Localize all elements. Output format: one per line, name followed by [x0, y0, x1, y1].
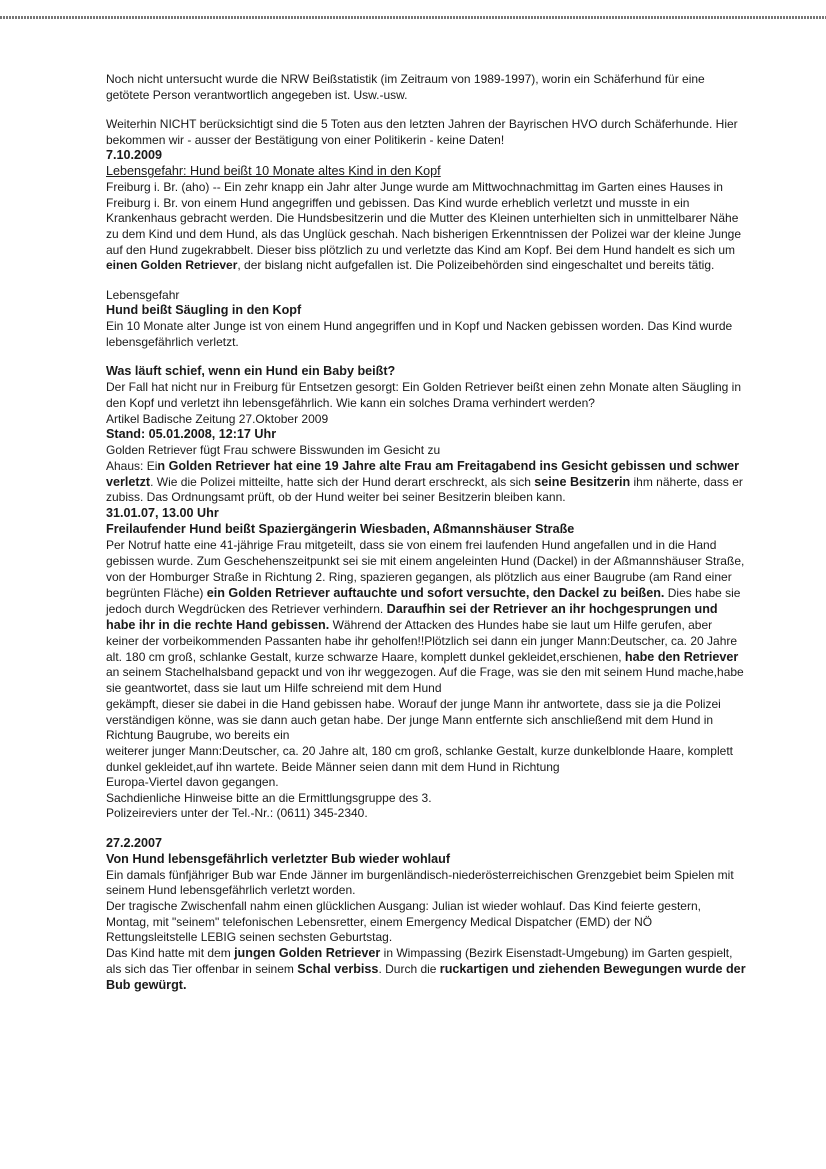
article-1-date: 7.10.2009: [106, 148, 163, 163]
article-5-text-4: an seinem Stachelhalsband gepackt und von ihr weggezogen. Auf die Frage, was sie den mit seinem Hund mache,habe sie geantwortet, dass sie laut um Hilfe schreiend mit dem Hund: [106, 665, 744, 696]
article-6-p3-bold-3: ruckartigen und ziehenden Bewegungen wurde der Bub gewürgt.: [106, 961, 746, 992]
article-6-p3-text-2: in Wimpassing (Bezirk Eisenstadt-Umgebung) im Garten gespielt, als sich das Tier offenbar in seinem: [106, 945, 733, 976]
article-3-source: Artikel Badische Zeitung 27.Oktober 2009: [106, 411, 329, 426]
article-5-bold-2: Daraufhin sei der Retriever an ihr hochgesprungen und habe ihr in die rechte Hand gebissen.: [106, 601, 718, 632]
article-4-lead: Ahaus: Ei: [106, 458, 158, 473]
article-5-bold-3: habe den Retriever: [624, 649, 739, 664]
article-4-subtitle: Golden Retriever fügt Frau schwere Bisswunden im Gesicht zu: [106, 443, 441, 458]
article-6-p3-text-3: . Durch die: [378, 961, 440, 976]
article-4-body-text: . Wie die Polizei mitteilte, hatte sich der Hund derart erschreckt, als sich: [150, 474, 535, 489]
article-5-body: [106, 538, 746, 697]
article-5-headline: Freilaufender Hund beißt Spaziergängerin Wiesbaden, Aßmannshäuser Straße: [106, 522, 575, 537]
article-6-paragraph-1: Ein damals fünfjähriger Bub war Ende Jänner im burgenländisch-niederösterreichischen Grenzgebiet beim Spielen mit seinem Hund lebensgefährlich verletzt worden.: [106, 867, 734, 898]
article-1-body: [106, 180, 746, 274]
article-1-body-bold: einen Golden Retriever: [106, 258, 238, 273]
intro-paragraph-1: Noch nicht untersucht wurde die NRW Beißstatistik (im Zeitraum von 1989-1997), worin ein Schäferhund für eine getötete Person verantwortlich angegeben ist. Usw.-usw.: [106, 72, 705, 102]
article-1-body-text: Freiburg i. Br. (aho) -- Ein zehr knapp ein Jahr alter Junge wurde am Mittwochnachmittag im Garten eines Hauses in Freiburg i. Br. von einem Hund angegriffen und gebissen. Das Kind wurde erheblich verletzt und musste in ein Krankenhaus gebracht werden. Die Hundsbesitzerin und die Mutter des Kleinen unterhielten sich in unmittelbarer Nähe zu dem Kind und dem Hund, als das Unglück geschah. Nach bisherigen Erkenntnissen der Polizei war der kleine Junge auf den Hund zugekrabbelt. Dieser biss plötzlich zu und verletzte das Kind am Kopf. Bei dem Hund handelt es sich um: [106, 180, 742, 257]
article-2-headline: Hund beißt Säugling in den Kopf: [106, 303, 302, 318]
article-2-body: Ein 10 Monate alter Junge ist von einem Hund angegriffen und in Kopf und Nacken gebissen worden. Das Kind wurde lebensgefährlich verletzt.: [106, 319, 733, 349]
article-4-lead-bold: n Golden Retriever hat eine 19 Jahre alte Frau am Freitagabend ins Gesicht gebissen und schwer verletzt: [106, 458, 739, 489]
article-5-text-7: Europa-Viertel davon gegangen.: [106, 775, 279, 790]
article-4-stand: Stand: 05.01.2008, 12:17 Uhr: [106, 427, 277, 442]
article-5-date: 31.01.07, 13.00 Uhr: [106, 506, 219, 521]
article-1-body-text-end: , der bislang nicht aufgefallen ist. Die Polizeibehörden sind eingeschaltet und bereits tätig.: [237, 258, 715, 273]
article-6-date: 27.2.2007: [106, 835, 163, 850]
article-5-bold-1: ein Golden Retriever auftauchte und sofort versuchte, den Dackel zu beißen.: [206, 585, 665, 600]
article-5-text-1: Per Notruf hatte eine 41-jährige Frau mitgeteilt, dass sie von einem frei laufenden Hund angefallen und in die Hand gebissen wurde. Zum Geschehenszeitpunkt sei sie mit einem angeleinten Hund (Dackel) in der Aßmannshäuser Straße, von der Homburger Straße in Richtung 2. Ring, spazieren gegangen, als plötzlich aus einer Baugrube (am Rand einer begrünten Fläche): [106, 538, 745, 600]
scan-top-border: [0, 16, 826, 19]
article-3-headline: Was läuft schief, wenn ein Hund ein Baby beißt?: [106, 364, 396, 379]
article-6-headline: Von Hund lebensgefährlich verletzter Bub wieder wohlauf: [106, 851, 451, 866]
article-6-paragraph-3: [106, 946, 746, 994]
article-2-kicker: Lebensgefahr: [106, 287, 180, 302]
article-1-headline: Lebensgefahr: Hund beißt 10 Monate altes Kind in den Kopf: [106, 164, 441, 179]
article-6-paragraph-2: Der tragische Zwischenfall nahm einen glücklichen Ausgang: Julian ist wieder wohlauf. Das Kind feierte gestern, Montag, mit "seinem" telefonischen Lebensretter, einem Emergency Medical Dispatcher (EMD) der NÖ Rettungsleitstelle LEBIG seinen sechsten Geburtstag.: [106, 898, 701, 945]
intro-paragraph-2: Weiterhin NICHT berücksichtigt sind die 5 Toten aus den letzten Jahren der Bayrischen HVO durch Schäferhunde. Hier bekommen wir - ausser der Bestätigung von einer Politikerin - keine Daten!: [106, 117, 738, 147]
article-5-text-6: weiterer junger Mann:Deutscher, ca. 20 Jahre alt, 180 cm groß, schlanke Gestalt, kurze dunkelblonde Haare, komplett dunkel gekleidet,auf ihn wartete. Beide Männer seien dann mit dem Hund in Richtung: [106, 744, 733, 774]
article-4-body: [106, 459, 746, 507]
article-5-text-2: Dies habe sie jedoch durch Wegdrücken des Retriever verhindern.: [106, 585, 741, 616]
article-6-p3-bold-2: Schal verbiss: [297, 961, 379, 976]
article-6-p3-text-1: Das Kind hatte mit dem: [106, 945, 235, 960]
article-6-p3-bold-1: jungen Golden Retriever: [234, 945, 381, 960]
article-5-hint-1: Sachdienliche Hinweise bitte an die Ermittlungsgruppe des 3.: [106, 790, 432, 805]
article-3-body: Der Fall hat nicht nur in Freiburg für Entsetzen gesorgt: Ein Golden Retriever beißt einen zehn Monate alten Säugling in den Kopf und verletzt ihn lebensgefährlich. Wie kann ein solches Drama verhindert werden?: [106, 380, 742, 410]
article-5-text-3: Während der Attacken des Hundes habe sie laut um Hilfe gerufen, aber keiner der vorbeikommenden Passanten habe ihr geholfen!!Plötzlich sei dann ein junger Mann:Deutscher, ca. 20 Jahre alt. 180 cm groß, schlanke Gestalt, kurze schwarze Haare, komplett dunkel gekleidet,erschienen,: [106, 617, 738, 664]
article-5-hint-2: Polizeireviers unter der Tel.-Nr.: (0611) 345-2340.: [106, 806, 368, 821]
article-4-body-text-end: ihm näherte, dass er zubiss. Das Ordnungsamt prüft, ob der Hund weiter bei seiner Besitzerin bleiben kann.: [106, 474, 743, 505]
article-4-body-bold: seine Besitzerin: [534, 474, 631, 489]
document-page: [106, 72, 746, 993]
article-5-text-5: gekämpft, dieser sie dabei in die Hand gebissen habe. Worauf der junge Mann ihr antwortete, dass sie ja die Polizei verständigen könne, was sie dann auch getan habe. Der junge Mann entfernte sich anschließend mit dem Hund in Richtung Baugrube, wo bereits ein: [106, 697, 721, 743]
